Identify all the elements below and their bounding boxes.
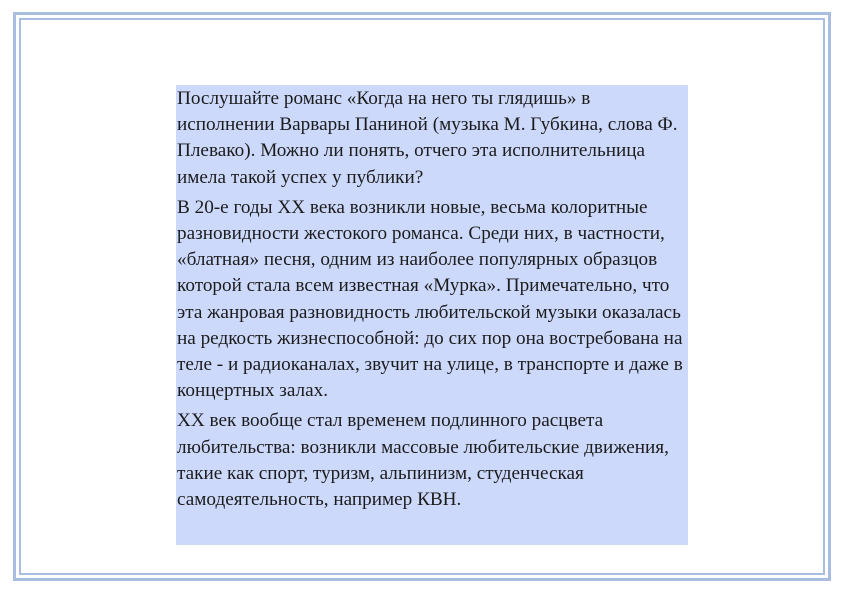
text-box [176,85,688,545]
paragraph-cruel-romance: В 20-е годы XX века возникли новые, весьма колоритные разновидности жестокого романса. Среди них, в частности, «блатная» песня, одним из наиболее популярных образцов которой стала всем известная «Мурка». Примечательно, что эта жанровая разновидность любительской музыки оказалась на редкость жизнеспособной: до сих пор она востребована на теле - и радиоканалах, звучит на улице, в транспорте и даже в концертных залах. [177,196,683,402]
paragraph-question: Послушайте романс «Когда на него ты глядишь» в исполнении Варвары Паниной (музыка М. Губкина, слова Ф. Плевако). Можно ли понять, отчего эта исполнительница имела такой успех у публики? [177,88,678,188]
paragraph-amateurism: XX век вообще стал временем подлинного расцвета любительства: возникли массовые любительские движения, такие как спорт, туризм, альпинизм, студенческая самодеятельность, например КВН. [177,410,669,511]
